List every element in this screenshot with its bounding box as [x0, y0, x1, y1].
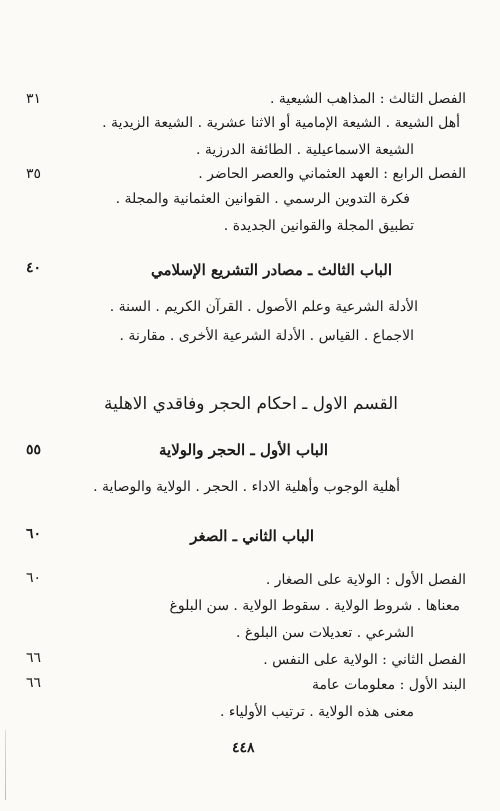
page-ref: ٣١ [26, 91, 42, 107]
part-heading: الباب الثالث ـ مصادر التشريع الإسلامي [151, 261, 392, 279]
toc-heading: الفصل الأول : الولاية على الصغار . [265, 572, 466, 588]
page-ref: ٦٦ [26, 675, 42, 691]
toc-heading: الفصل الرابع : العهد العثماني والعصر الحاضر . [198, 166, 466, 182]
toc-heading: الفصل الثاني : الولاية على النفس . [263, 652, 466, 668]
section-heading: القسم الاول ـ احكام الحجر وفاقدي الاهلية [103, 394, 398, 414]
toc-line: فكرة التدوين الرسمي . القوانين العثمانية والمجلة . [115, 191, 410, 207]
toc-heading: الفصل الثالث : المذاهب الشيعية . [269, 91, 466, 107]
toc-heading: البند الأول : معلومات عامة [312, 677, 466, 693]
toc-line: أهلية الوجوب وأهلية الاداء . الحجر . الولاية والوصاية . [93, 479, 400, 495]
page-ref: ٣٥ [26, 166, 42, 182]
toc-line: الشيعة الاسماعيلية . الطائفة الدرزية . [195, 142, 414, 158]
page-ref: ٦٠ [26, 570, 42, 586]
page-number: ٤٤٨ [232, 740, 255, 756]
part-heading: الباب الثاني ـ الصغر [190, 527, 314, 545]
toc-line: معنى هذه الولاية . ترتيب الأولياء . [219, 704, 414, 720]
toc-line: الأدلة الشرعية وعلم الأصول . القرآن الكريم . السنة . [109, 299, 418, 315]
page-ref: ٦٠ [26, 526, 42, 542]
toc-line: الاجماع . القياس . الأدلة الشرعية الأخرى . مقارنة . [119, 328, 414, 344]
page-ref: ٦٦ [26, 650, 42, 666]
toc-line: أهل الشيعة . الشيعة الإمامية أو الاثنا عشرية . الشيعة الزيدية . [102, 115, 460, 131]
page-ref: ٤٠ [26, 260, 42, 276]
toc-line: الشرعي . تعديلات سن البلوغ . [236, 625, 414, 641]
toc-line: تطبيق المجلة والقوانين الجديدة . [223, 218, 414, 234]
part-heading: الباب الأول ـ الحجر والولاية [159, 441, 328, 459]
scan-edge-mark [5, 730, 6, 800]
page-ref: ٥٥ [26, 442, 42, 458]
toc-line: معناها . شروط الولاية . سقوط الولاية . سن البلوغ [169, 598, 460, 614]
